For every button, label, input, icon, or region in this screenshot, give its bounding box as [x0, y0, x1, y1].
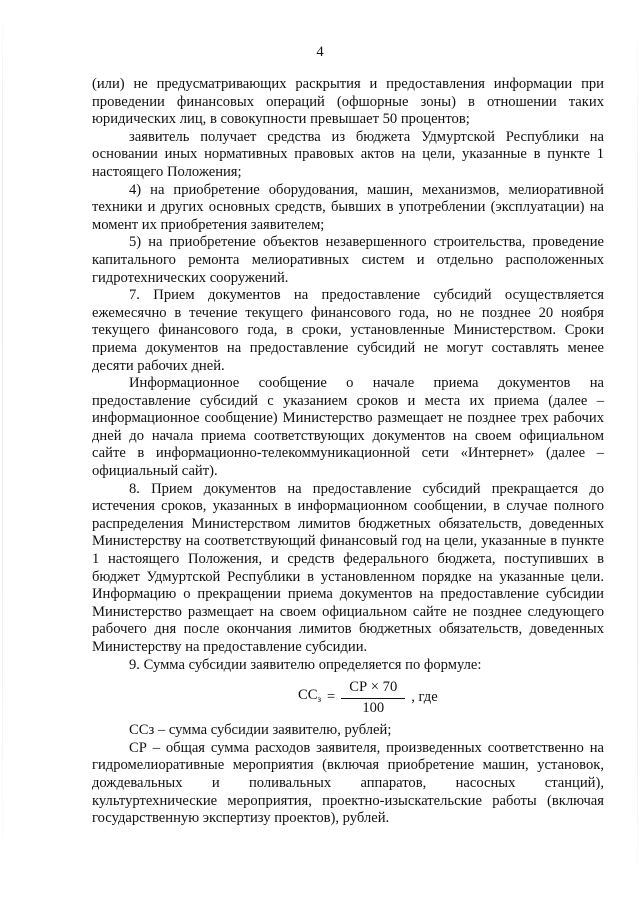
formula-denominator: 100: [362, 699, 385, 716]
formula-equals: =: [327, 689, 336, 706]
formula-numerator: СР × 70: [341, 679, 405, 699]
scan-edge-left: [2, 0, 3, 905]
document-body: [92, 76, 604, 828]
formula-lhs-symbol: СС: [298, 687, 318, 704]
paragraph-clause-9: 9. Сумма субсидии заявителю определяется по формуле:: [129, 656, 482, 673]
definition-cp: СР – общая сумма расходов заявителя, произведенных соответственно на гидромелиоративные мероприятия (включая приобретение машин, установок, дождевальных и поливальных аппаратов, насосных станций), культуртехнические мероприятия, проектно-изыскательские работы (включая государственную экспертизу проектов), рублей.: [92, 739, 604, 827]
paragraph-info-message: Информационное сообщение о начале приема документов на предоставление субсидий с указанием сроков и места их приема (далее – информационное сообщение) Министерство размещает не позднее трех рабочих дней до начала приема соответствующих документов на своем официальном сайте в информационно-телекоммуникационной сети «Интернет» (далее – официальный сайт).: [92, 375, 604, 480]
formula-suffix: , где: [411, 689, 438, 706]
formula-lhs-subscript: з: [317, 694, 322, 705]
page-number: 4: [316, 44, 324, 60]
definition-cc-symbol: ССз: [129, 722, 155, 739]
definition-cc-text: – сумма субсидии заявителю, рублей;: [154, 722, 392, 739]
paragraph-continuation: (или) не предусматривающих раскрытия и предоставления информации при проведении финансовых операций (офшорные зоны) в отношении таких юридических лиц, в совокупности превышает 50 процентов;: [92, 76, 604, 128]
paragraph-clause-8: 8. Прием документов на предоставление субсидий прекращается до истечения сроков, указанных в информационном сообщении, в случае полного распределения Министерством лимитов бюджетных обязательств, доведенных Министерству на соответствующий финансовый год на цели, указанные в пункте 1 настоящего Положения, и средств федерального бюджета, поступивших в бюджет Удмуртской Республики в установленном порядке на указанные цели. Информацию о прекращении приема документов на предоставление субсидии Министерство размещает на своем официальном сайте не позднее следующего рабочего дня после окончания лимитов бюджетных обязательств, доведенных Министерству на предоставление субсидии.: [92, 480, 604, 655]
definition-cc: [92, 722, 604, 740]
paragraph-budget-funds: заявитель получает средства из бюджета Удмуртской Республики на основании иных нормативных правовых актов на цели, указанные в пункте 1 настоящего Положения;: [92, 128, 604, 180]
formula-fraction: [341, 679, 405, 717]
scan-edge-right: [637, 0, 638, 905]
paragraph-item-4: 4) на приобретение оборудования, машин, механизмов, мелиоративной техники и других основных средств, бывших в употреблении (эксплуатации) на момент их приобретения заявителем;: [92, 181, 604, 233]
paragraph-clause-7: 7. Прием документов на предоставление субсидий осуществляется ежемесячно в течение текущего финансового года, но не позднее 20 ноября текущего финансового года, в сроки, установленные Министерством. Сроки приема документов на предоставление субсидий не могут составлять менее десяти рабочих дней.: [92, 287, 604, 374]
formula-lhs: [298, 687, 321, 709]
paragraph-item-5: 5) на приобретение объектов незавершенного строительства, проведение капитального ремонта мелиоративных систем и отдельно расположенных гидротехнических сооружений.: [92, 234, 604, 286]
subsidy-formula: [298, 678, 604, 718]
